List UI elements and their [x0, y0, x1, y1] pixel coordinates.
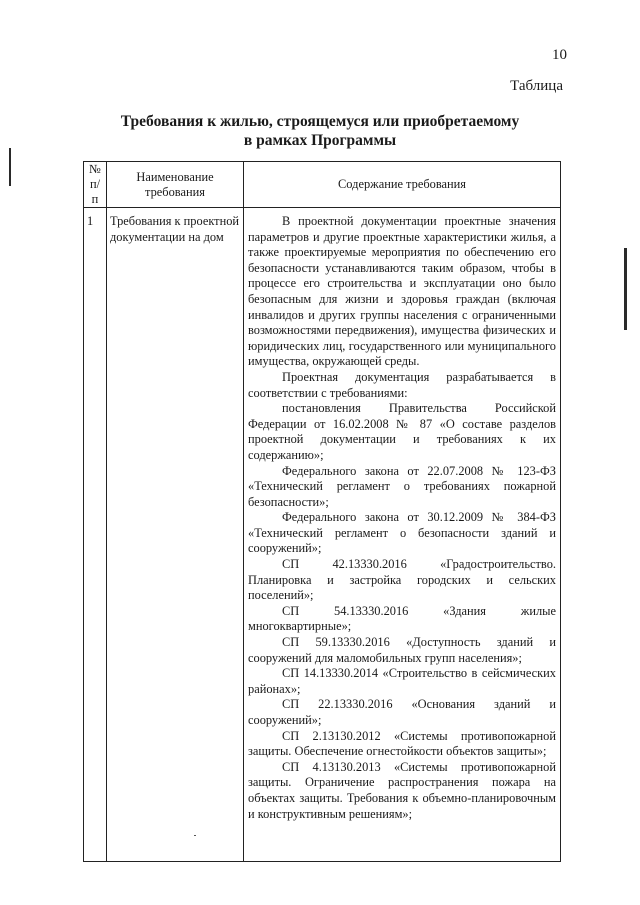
scan-artifact-right — [624, 248, 627, 330]
row-requirement-content — [244, 208, 561, 862]
header-name: Наименование требования — [107, 162, 244, 208]
content-item-sp-14: СП 14.13330.2014 «Строительство в сейсмических районах»; — [248, 666, 556, 696]
row-number: 1 — [84, 208, 107, 862]
content-item-decree-87: постановления Правительства Российской Федерации от 16.02.2008 № 87 «О составе разделов проектной документации и требованиях к их содержанию»; — [248, 401, 556, 462]
row-requirement-name: Требования к проектной документации на дом — [107, 208, 244, 862]
content-item-sp-59: СП 59.13330.2016 «Доступность зданий и сооружений для маломобильных групп населения»; — [248, 635, 556, 665]
content-paragraph-basis: Проектная документация разрабатывается в соответствии с требованиями: — [248, 369, 556, 400]
header-number: № п/п — [84, 162, 107, 208]
table-label: Таблица — [510, 78, 563, 94]
content-item-sp-54: СП 54.13330.2016 «Здания жилые многоквартирные»; — [248, 603, 556, 634]
scan-artifact-left — [9, 148, 11, 186]
content-item-sp-2: СП 2.13130.2012 «Системы противопожарной защиты. Обеспечение огнестойкости объектов защиты»; — [248, 728, 556, 759]
content-item-sp-42: СП 42.13330.2016 «Градостроительство. Планировка и застройка городских и сельских поселений»; — [248, 557, 556, 603]
requirements-table — [83, 161, 561, 862]
title-line-2: в рамках Программы — [243, 132, 397, 149]
document-title — [0, 112, 640, 150]
content-item-sp-4: СП 4.13130.2013 «Системы противопожарной защиты. Ограничение распространения пожара на объектах защиты. Требования к объемно-планировочным и конструктивным решениям»; — [248, 759, 556, 821]
table-header-row — [84, 162, 561, 208]
header-content: Содержание требования — [244, 162, 561, 208]
content-item-law-123fz: Федерального закона от 22.07.2008 № 123-ФЗ «Технический регламент о требованиях пожарной безопасности»; — [248, 463, 556, 509]
title-line-1: Требования к жилью, строящемуся или приобретаемому — [120, 113, 520, 130]
content-paragraph-intro: В проектной документации проектные значения параметров и другие проектные характеристики жилья, а также проектируемые мероприятия по обеспечению его безопасности устанавливаются таким образом, чтобы в процессе его строительства и эксплуатации оно было безопасным для жизни и здоровья граждан (включая инвалидов и других группы населения с ограниченными возможностями передвижения), имущества физических и юридических лиц, государственного или муниципального имущества, окружающей среды. — [248, 214, 556, 369]
content-item-law-384fz: Федерального закона от 30.12.2009 № 384-ФЗ «Технический регламент о безопасности зданий и сооружений»; — [248, 510, 556, 556]
page-number: 10 — [552, 47, 567, 63]
content-item-sp-22: СП 22.13330.2016 «Основания зданий и сооружений»; — [248, 697, 556, 727]
table-row — [84, 208, 561, 862]
